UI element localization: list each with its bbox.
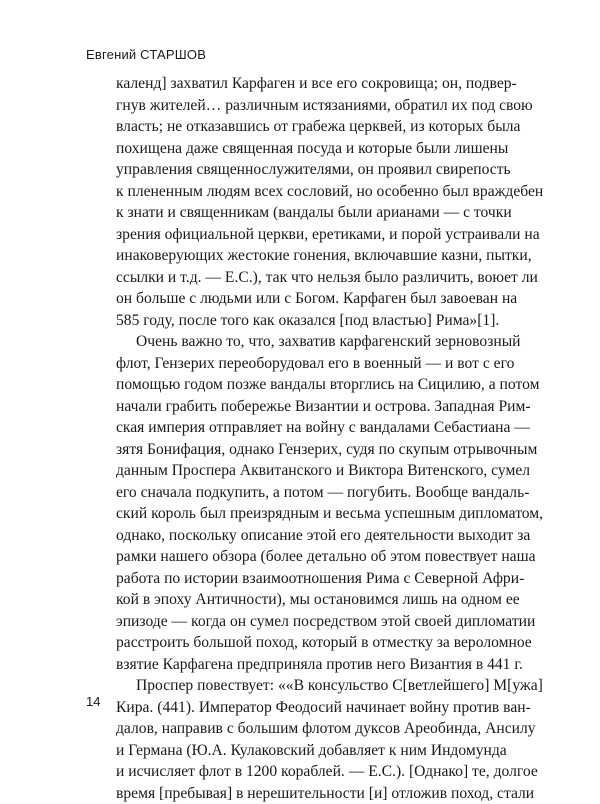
body-text	[116, 73, 486, 804]
text-line: к плененным людям всех сословий, но особенно был враждебен	[116, 181, 486, 203]
text-line: время [пребывая] в нерешительности [и] отложив поход, стали	[116, 783, 486, 804]
paragraph-3	[116, 675, 486, 804]
text-line: и исчисляет флот в 1200 кораблей. — Е.С.). [Однако] те, долгое	[116, 761, 486, 783]
text-line: и Германа (Ю.А. Кулаковский добавляет к ним Индомунда	[116, 740, 486, 762]
text-line: зятя Бонифация, однако Гензерих, судя по скупым отрывочным	[116, 439, 486, 461]
text-line: Кира. (441). Император Феодосий начинает войну против ван-	[116, 697, 486, 719]
text-line: кой в эпоху Античности), мы остановимся лишь на одном ее	[116, 589, 486, 611]
text-line: эпизоде — когда он сумел посредством этой своей дипломатии	[116, 611, 486, 633]
text-line: он больше с людьми или с Богом. Карфаген был завоеван на	[116, 288, 486, 310]
paragraph-1	[116, 73, 486, 331]
text-line: ский король был преизрядным и весьма успешным дипломатом,	[116, 503, 486, 525]
running-head-author: Евгений СТАРШОВ	[86, 47, 206, 62]
text-line: взятие Карфагена предприняла против него Византия в 441 г.	[116, 654, 486, 676]
text-line: управления священнослужителями, он проявил свирепость	[116, 159, 486, 181]
text-line: календ] захватил Карфаген и все его сокровища; он, подвер-	[116, 73, 486, 95]
text-line: флот, Гензерих переоборудовал его в военный — и вот с его	[116, 353, 486, 375]
text-line: зрения официальной церкви, еретиками, и порой устраивали на	[116, 224, 486, 246]
text-line: ская империя отправляет на войну с вандалами Себастиана —	[116, 417, 486, 439]
text-line: ссылки и т.д. — Е.С.), так что нельзя было различить, воюет ли	[116, 267, 486, 289]
page-number: 14	[86, 694, 100, 709]
text-line: его сначала подкупить, а потом — погубить. Вообще вандаль-	[116, 482, 486, 504]
text-line: данным Проспера Аквитанского и Виктора Витенского, сумел	[116, 460, 486, 482]
text-line: Проспер повествует: ««В консульство С[ветлейшего] М[ужа]	[116, 675, 486, 697]
text-line: 585 году, после того как оказался [под властью] Рима»[1].	[116, 310, 486, 332]
paragraph-2	[116, 331, 486, 675]
text-line: гнув жителей… различным истязаниями, обратил их под свою	[116, 95, 486, 117]
text-line: Очень важно то, что, захватив карфагенский зерновозный	[116, 331, 486, 353]
text-line: помощью годом позже вандалы вторглись на Сицилию, а потом	[116, 374, 486, 396]
text-line: власть; не отказавшись от грабежа церквей, из которых была	[116, 116, 486, 138]
text-line: рамки нашего обзора (более детально об этом повествует наша	[116, 546, 486, 568]
text-line: расстроить большой поход, который в отместку за вероломное	[116, 632, 486, 654]
text-line: похищена даже священная посуда и которые были лишены	[116, 138, 486, 160]
text-line: инаковерующих жестокие гонения, включавшие казни, пытки,	[116, 245, 486, 267]
text-line: работа по истории взаимоотношения Рима с Северной Афри-	[116, 568, 486, 590]
text-line: далов, направив с большим флотом дуксов Ареобинда, Ансилу	[116, 718, 486, 740]
text-line: к знати и священникам (вандалы были арианами — с точки	[116, 202, 486, 224]
text-line: начали грабить побережье Византии и острова. Западная Рим-	[116, 396, 486, 418]
text-line: однако, поскольку описание этой его деятельности выходит за	[116, 525, 486, 547]
